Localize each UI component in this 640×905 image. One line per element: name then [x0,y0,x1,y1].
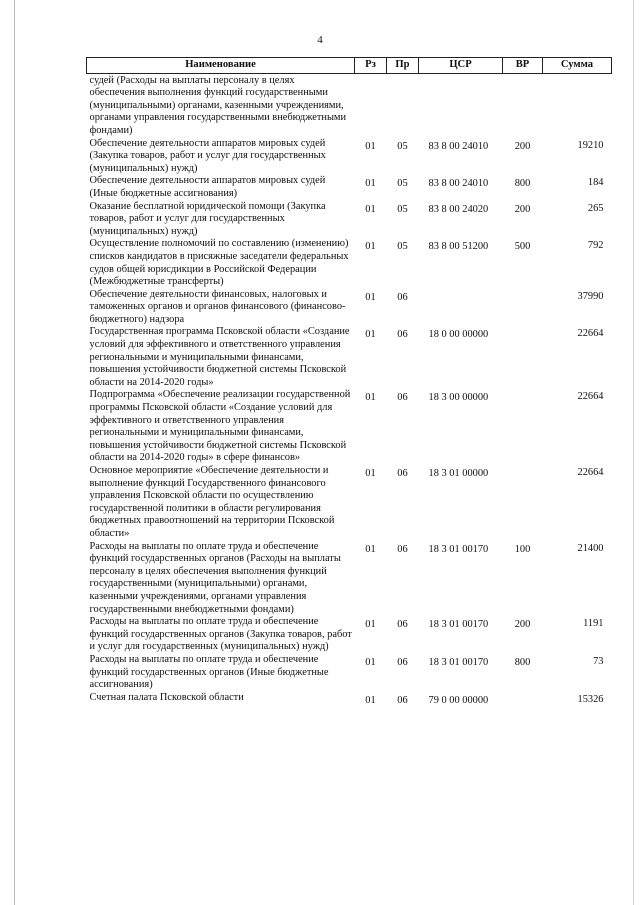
row-rz: 01 [365,140,376,152]
header-sum: Сумма [543,58,612,74]
row-csr: 18 3 01 00170 [428,543,489,555]
scan-edge-right [633,0,634,905]
row-rz: 01 [365,203,376,215]
row-name: Обеспечение деятельности финансовых, налоговых и таможенных органов и органов финансового (финансово-бюджетного) надзора [89,288,346,325]
row-name: Расходы на выплаты по оплате труда и обеспечение функций государственных органов (Расходы на выплаты персоналу в целях обеспечения выполнения функций государственными (муниципальными) органами, казенными учреждениями, органами управления государственными внебюджетными фондами) [89,540,341,615]
row-rz [355,73,387,137]
row-vr [503,465,543,541]
row-pr: 06 [397,543,408,555]
row-name: судей (Расходы на выплаты персоналу в целях обеспечения выполнения функций государственными (муниципальными) органами, казенными учреждениями, органами управления государственными внебюджетными фондами) [89,74,347,136]
row-pr: 06 [397,392,408,404]
row-name: Осуществление полномочий по составлению (изменению) списков кандидатов в присяжные заседатели федеральных судов общей юрисдикции в Российской Федерации (Межбюджетные трансферты) [89,238,349,288]
row-pr: 06 [397,291,408,303]
table-row [87,326,612,389]
row-csr: 83 8 00 51200 [428,241,489,253]
header-rz: Рз [355,58,387,74]
row-csr [419,73,503,137]
row-pr: 06 [397,468,408,479]
row-rz: 01 [365,656,376,668]
row-rz: 01 [365,619,376,631]
row-pr: 05 [397,241,408,253]
row-csr: 18 3 00 00000 [428,392,489,404]
row-pr: 05 [397,178,408,190]
header-vr: ВР [503,58,543,74]
row-vr: 200 [514,140,531,152]
row-csr: 79 0 00 00000 [428,694,489,706]
row-pr: 06 [397,656,408,668]
row-pr: 05 [397,203,408,215]
row-csr: 83 8 00 24010 [428,178,489,190]
row-sum [543,73,612,137]
row-name: Основное мероприятие «Обеспечение деятельности и выполнение функций Государственного финансового управления Псковской области по осуществлению государственной политики в области регулирования бюджетных правоотношений на территории Псковской области» [89,465,335,539]
table-row [87,238,612,288]
table-row [87,654,612,692]
table-header-row [87,58,612,74]
row-sum: 792 [587,240,604,252]
row-sum: 1191 [583,618,604,630]
row-sum: 22664 [577,391,604,403]
row-csr: 83 8 00 24010 [428,140,489,152]
row-rz: 01 [365,291,376,303]
table-row [87,289,612,327]
row-sum: 73 [593,655,604,667]
row-sum: 22664 [577,467,604,478]
row-rz: 01 [365,392,376,404]
row-csr: 83 8 00 24020 [428,203,489,215]
row-vr [503,692,543,708]
row-sum: 19210 [577,139,604,151]
row-rz: 01 [365,468,376,479]
row-name: Расходы на выплаты по оплате труда и обеспечение функций государственных органов (Закупка товаров, работ и услуг для государственных (муниципальных) нужд) [89,616,352,653]
row-csr: 18 3 01 00170 [428,656,489,668]
row-sum: 265 [587,202,604,214]
row-vr [503,289,543,327]
row-name: Оказание бесплатной юридической помощи (Закупка товаров, работ и услуг для государственных (муниципальных) нужд) [89,200,326,237]
row-rz: 01 [365,543,376,555]
row-rz: 01 [365,241,376,253]
row-rz: 01 [365,178,376,190]
table-row [87,201,612,239]
scan-edge-left [14,0,15,905]
row-name: Государственная программа Псковской области «Создание условий для эффективного и ответственного управления региональными и муниципальными финансами, повышения устойчивости бюджетной системы Псковской области на 2014-2020 годы» [89,326,350,388]
row-sum: 184 [587,177,604,189]
header-pr: Пр [387,58,419,74]
row-pr: 05 [397,140,408,152]
row-sum: 37990 [577,290,604,302]
row-vr [503,389,543,465]
page-number: 4 [317,34,323,46]
table-row [87,73,612,137]
row-pr: 06 [397,329,408,341]
table-row [87,389,612,465]
row-rz: 01 [365,329,376,341]
row-csr: 18 3 01 00000 [428,468,489,479]
row-csr [419,289,503,327]
table-row [87,692,612,708]
row-vr: 500 [514,241,531,253]
row-csr: 18 0 00 00000 [428,329,489,341]
table-row [87,175,612,200]
row-pr: 06 [397,694,408,706]
table-row [87,138,612,176]
row-vr: 100 [514,543,531,555]
row-name: Подпрограмма «Обеспечение реализации государственной программы Псковской области «Создание условий для эффективного и ответственного управления региональными и муниципальными финансами, повышения устойчивости бюджетной системы Псковской области на 2014-2020 годы» в сфере финансов» [89,389,351,464]
row-vr: 800 [514,656,531,668]
row-name: Обеспечение деятельности аппаратов мировых судей (Иные бюджетные ассигнования) [89,175,326,199]
row-pr: 06 [397,619,408,631]
header-csr: ЦСР [419,58,503,74]
row-csr: 18 3 01 00170 [428,619,489,631]
row-vr: 200 [514,619,531,631]
row-vr: 800 [514,178,531,190]
header-name: Наименование [87,58,355,74]
row-vr [503,73,543,137]
table-row [87,616,612,654]
table-row [87,465,612,541]
row-sum: 21400 [577,542,604,554]
budget-table [86,57,612,707]
row-sum: 22664 [577,328,604,340]
table-row [87,541,612,617]
row-name: Расходы на выплаты по оплате труда и обеспечение функций государственных органов (Иные бюджетные ассигнования) [89,653,329,691]
row-name: Обеспечение деятельности аппаратов мировых судей (Закупка товаров, работ и услуг для государственных (муниципальных) нужд) [89,137,326,174]
row-pr [387,73,419,137]
row-vr: 200 [514,203,531,215]
row-name: Счетная палата Псковской области [89,691,244,703]
row-vr [503,326,543,389]
row-sum: 15326 [577,693,604,705]
row-rz: 01 [365,694,376,706]
